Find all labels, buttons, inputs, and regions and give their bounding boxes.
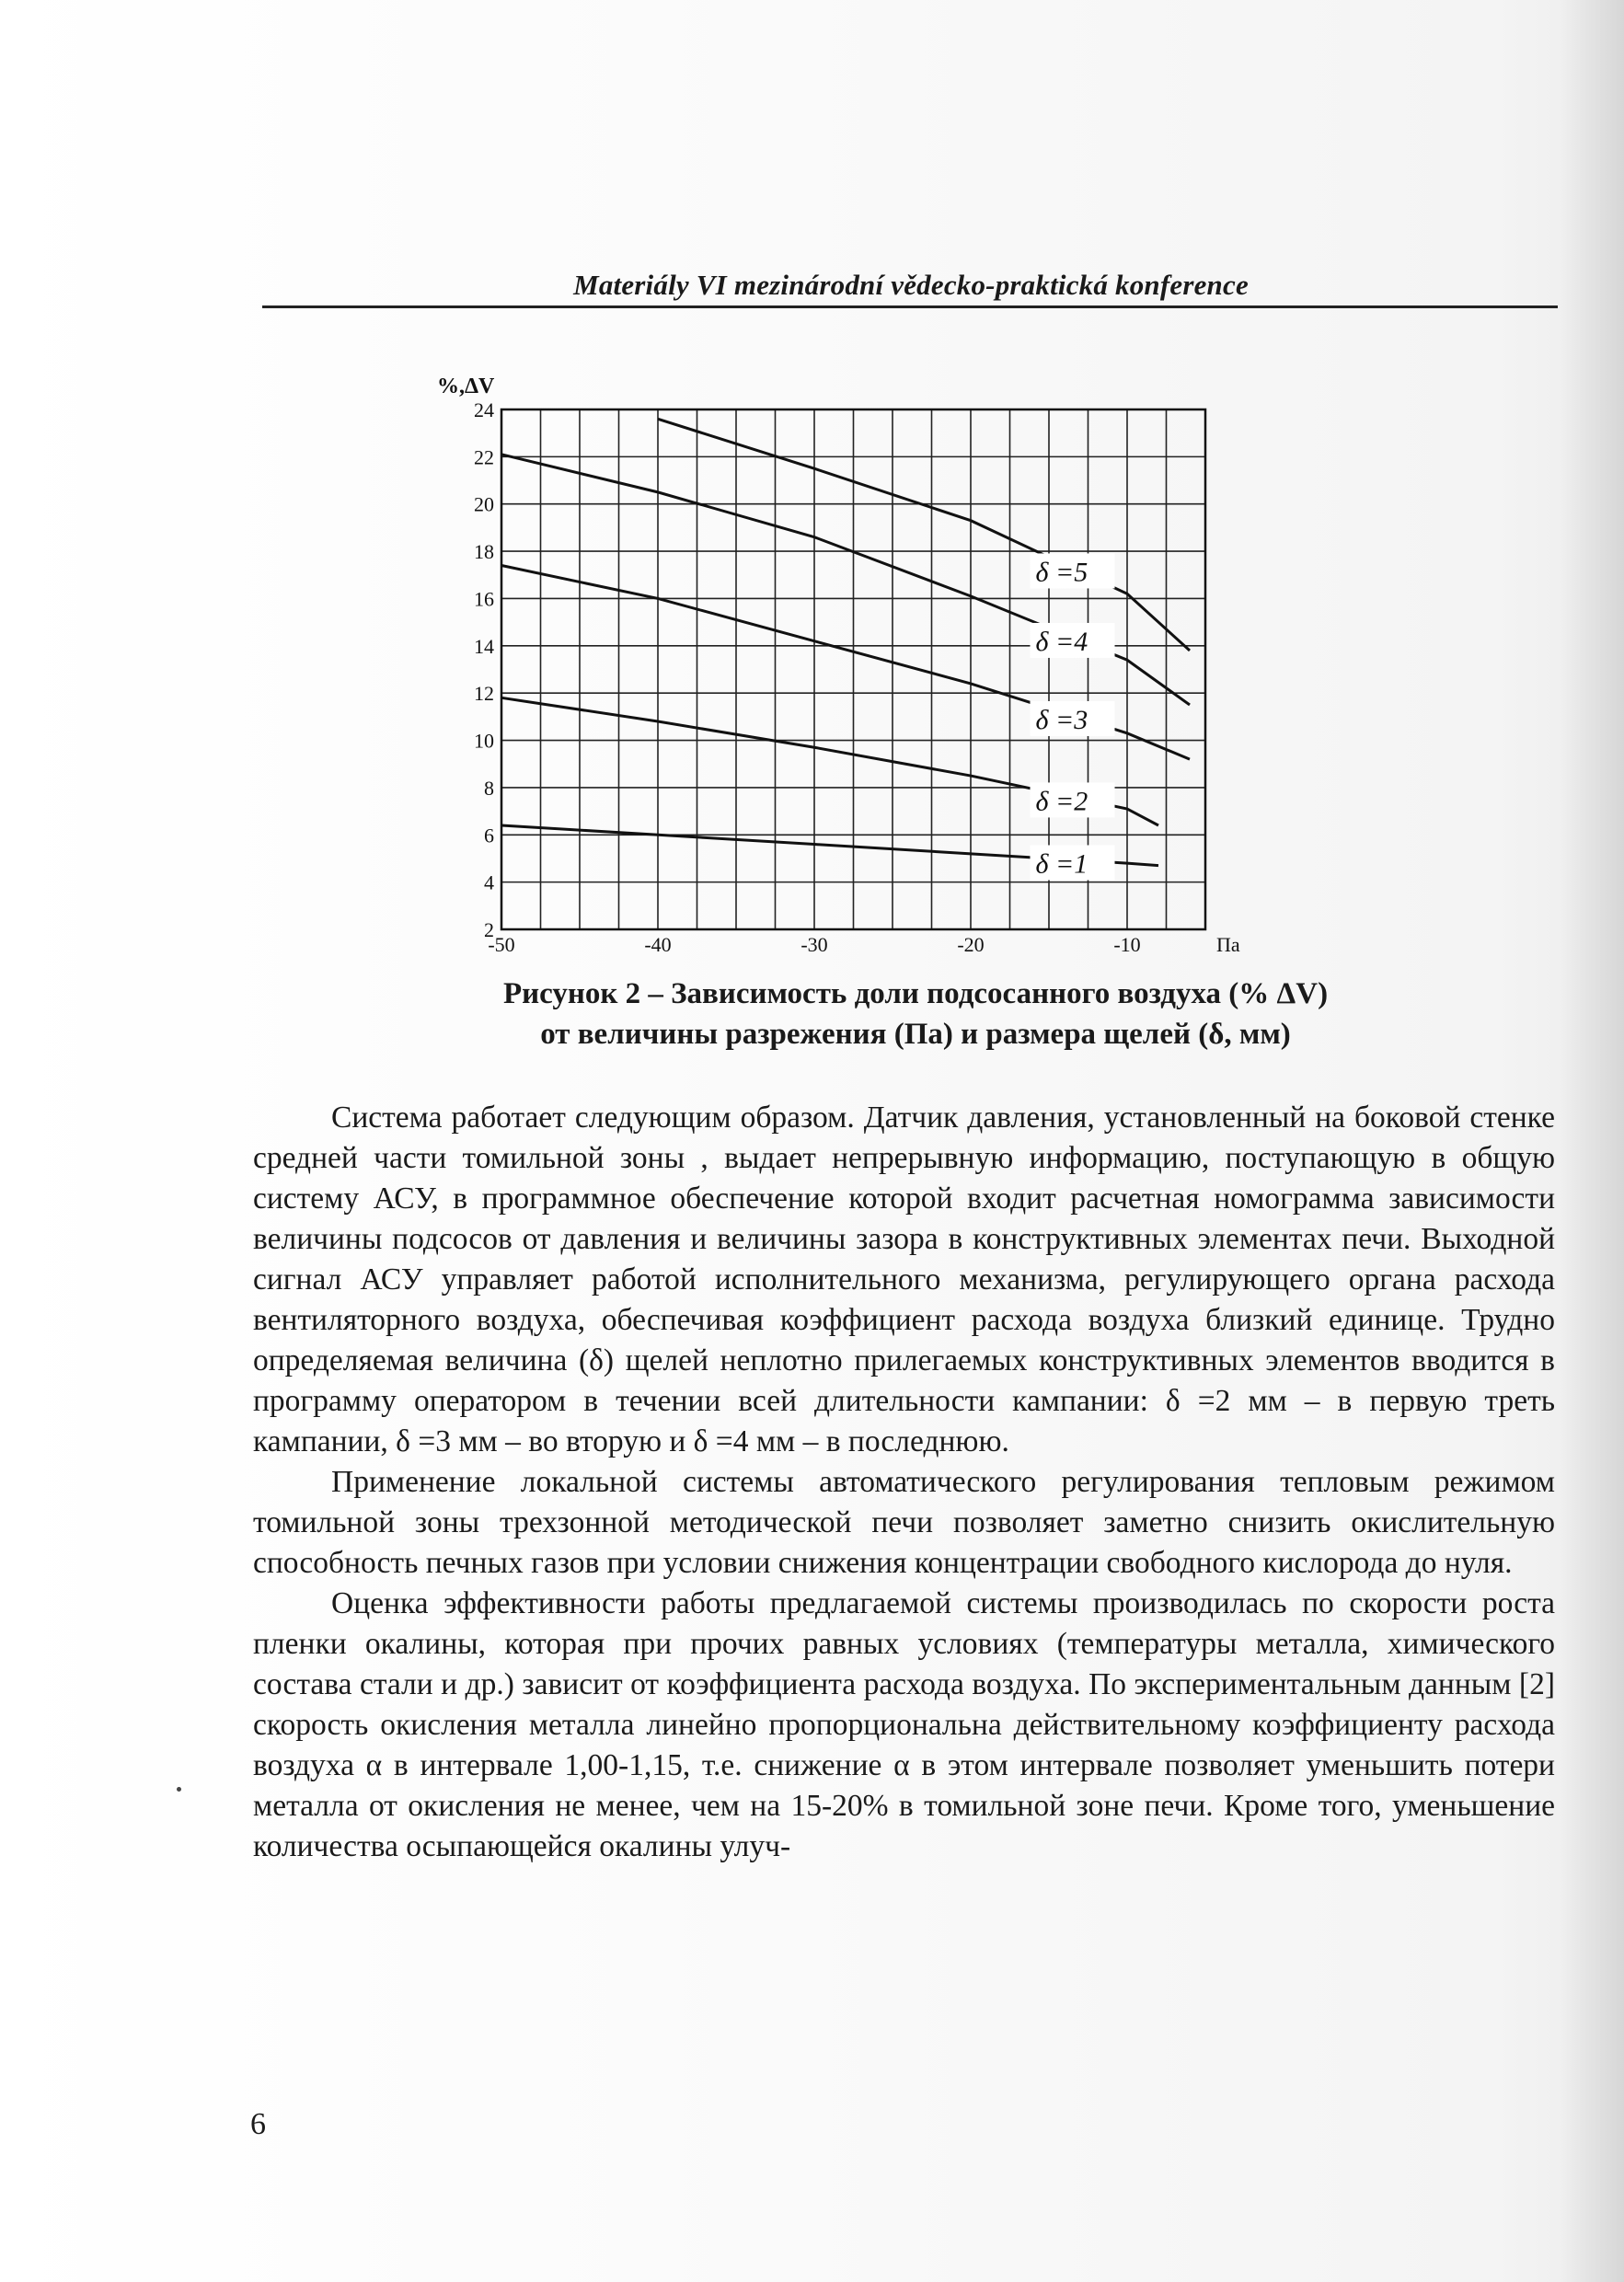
series-line — [658, 419, 1190, 651]
x-tick-label: -20 — [957, 933, 985, 956]
y-tick-label: 16 — [474, 587, 494, 611]
paragraph-3: Оценка эффективности работы предлагаемой системы производилась по скорости роста пленки окалины, которая при прочих равных условиях (температуры металла, химического состава стали и др.) зависит от коэффициента расхода воздуха. По экспериментальным данным [2] скорость окисления металла линейно пропорциональна действительному коэффициенту расхода воздуха α в интервале 1,00-1,15, т.е. снижение α в этом интервале позволяет уменьшить потери металла от окисления не менее, чем на 15-20% в томильной зоне печи. Кроме того, уменьшение количества осыпающейся окалины улуч- — [253, 1586, 1555, 1863]
y-tick-label: 6 — [484, 824, 494, 847]
caption-line-1: Рисунок 2 – Зависимость доли подсосанного воздуха (% ΔV) — [502, 977, 1329, 1010]
figure-chart — [405, 363, 1270, 971]
y-tick-label: 2 — [484, 918, 494, 941]
chart-svg — [405, 363, 1270, 971]
y-tick-label: 14 — [474, 634, 494, 658]
y-tick-label: 24 — [474, 398, 494, 421]
y-axis-label: %,ΔV — [437, 375, 495, 398]
header-rule — [262, 305, 1558, 308]
x-tick-label: -40 — [644, 933, 672, 956]
y-tick-label: 18 — [474, 540, 494, 564]
series-label: δ =3 — [1035, 704, 1088, 735]
body-text — [253, 1098, 1555, 1867]
scan-speck — [177, 1787, 181, 1792]
y-tick-label: 22 — [474, 445, 494, 469]
y-tick-label: 8 — [484, 776, 494, 800]
series-label: δ =5 — [1035, 557, 1088, 588]
page-number: 6 — [250, 2107, 266, 2141]
y-tick-label: 12 — [474, 682, 494, 706]
chart-labels — [437, 375, 1240, 956]
paragraph-2: Применение локальной системы автоматического регулирования тепловым режимом томильной зоны трехзонной методической печи позволяет заметно снизить окислительную способность печных газов при условии снижения концентрации свободного кислорода до нуля. — [253, 1465, 1555, 1580]
paragraph-1: Система работает следующим образом. Датчик давления, установленный на боковой стенке средней части томильной зоны , выдает непрерывную информацию, поступающую в общую систему АСУ, в программное обеспечение которой входит расчетная номограмма зависимости величины подсосов от давления и величины зазора в конструктивных элементах печи. Выходной сигнал АСУ управляет работой исполнительного механизма, регулирующего органа расхода вентиляторного воздуха, обеспечивая коэффициент расхода воздуха близкий единице. Трудно определяемая величина (δ) щелей неплотно прилегаемых конструктивных элементов вводится в программу оператором в течении всей длительности кампании: δ =2 мм – в первую треть кампании, δ =3 мм – во вторую и δ =4 мм – в последнюю. — [253, 1101, 1555, 1458]
running-header: Materiály VI mezinárodní vědecko-praktická konference — [573, 269, 1249, 301]
scan-edge-shadow — [1560, 0, 1624, 2282]
y-tick-label: 4 — [484, 870, 494, 894]
y-tick-label: 20 — [474, 492, 494, 516]
series-label: δ =4 — [1035, 626, 1088, 657]
y-tick-label: 10 — [474, 729, 494, 753]
series-label: δ =2 — [1035, 786, 1088, 817]
x-tick-label: -10 — [1113, 933, 1141, 956]
caption-line-2: от величины разрежения (Па) и размера щелей (δ, мм) — [540, 1018, 1291, 1051]
x-tick-label: -50 — [488, 933, 515, 956]
x-axis-label: Па — [1216, 933, 1240, 956]
figure-caption — [276, 974, 1555, 1055]
x-tick-label: -30 — [800, 933, 828, 956]
series-label: δ =1 — [1035, 848, 1088, 880]
